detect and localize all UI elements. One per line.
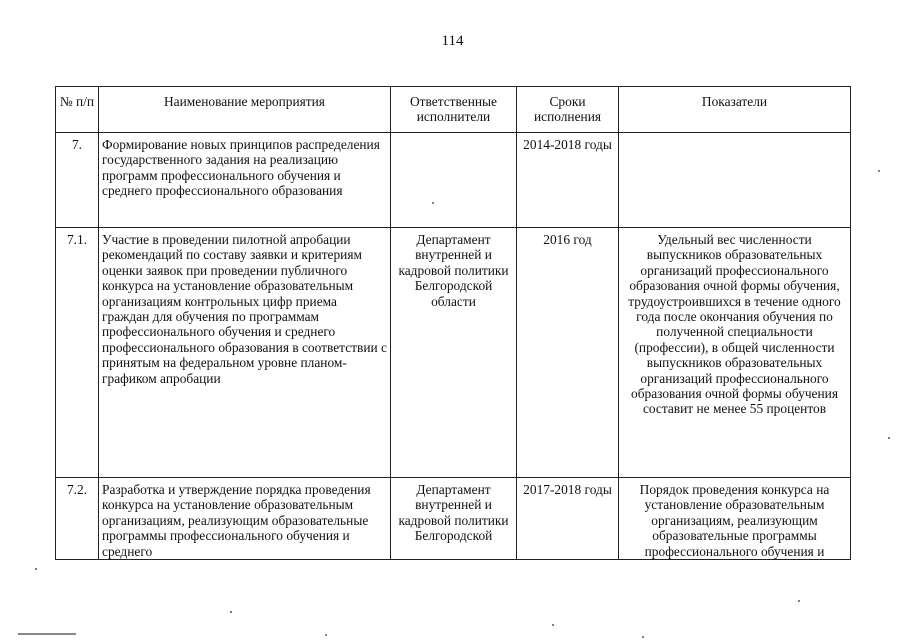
table-row [56,133,851,228]
execution-term: 2016 год [517,228,619,478]
indicators [619,133,851,228]
header-term: Сроки исполнения [517,87,619,133]
activity-name: Участие в проведении пилотной апробации рекомендаций по составу заявки и критериям оценки заявок при проведении публичного конкурса на установление образовательным организациям контрольных цифр приема граждан для обучения по программам профессионального обучения и среднего профессионального образования в соответствии с принятым на федеральном уровне планом-графиком апробации [99,228,391,478]
row-number: 7.2. [56,478,99,560]
activities-table [55,86,851,560]
table-header-row [56,87,851,133]
scan-artifact-dot [552,624,554,626]
execution-term: 2017-2018 годы [517,478,619,560]
scan-artifact-dot [230,611,232,613]
header-responsible: Ответственные исполнители [391,87,517,133]
indicators: Порядок проведения конкурса на установление образовательным организациям, реализующим образовательные программы профессионального обучения и [619,478,851,560]
activity-name: Формирование новых принципов распределения государственного задания на реализацию программ профессионального обучения и среднего профессионального образования [99,133,391,228]
table-row [56,478,851,560]
header-activity-name: Наименование мероприятия [99,87,391,133]
page-number: 114 [441,33,464,49]
scan-artifact-line [18,633,76,635]
indicators: Удельный вес численности выпускников образовательных организаций профессионального образования очной формы обучения, трудоустроившихся в течение одного года после окончания обучения по полученной специальности (профессии), в общей численности выпускников образовательных организаций профессионального образования очной формы обучения составит не менее 55 процентов [619,228,851,478]
header-number: № п/п [56,87,99,133]
responsible-executors: Департамент внутренней и кадровой политики Белгородской [391,478,517,560]
scan-artifact-dot [642,636,644,638]
scan-artifact-dot [35,568,37,570]
scan-artifact-dot [798,600,800,602]
row-number: 7.1. [56,228,99,478]
responsible-executors [391,133,517,228]
header-indicators: Показатели [619,87,851,133]
scan-artifact-dot [432,202,434,204]
scan-artifact-dot [878,170,880,172]
scan-artifact-dot [325,634,327,636]
row-number: 7. [56,133,99,228]
activity-name: Разработка и утверждение порядка проведения конкурса на установление образовательным организациям, реализующим образовательные программы профессионального обучения и среднего [99,478,391,560]
execution-term: 2014-2018 годы [517,133,619,228]
scan-artifact-dot [888,437,890,439]
responsible-executors: Департамент внутренней и кадровой политики Белгородской области [391,228,517,478]
table-row [56,228,851,478]
